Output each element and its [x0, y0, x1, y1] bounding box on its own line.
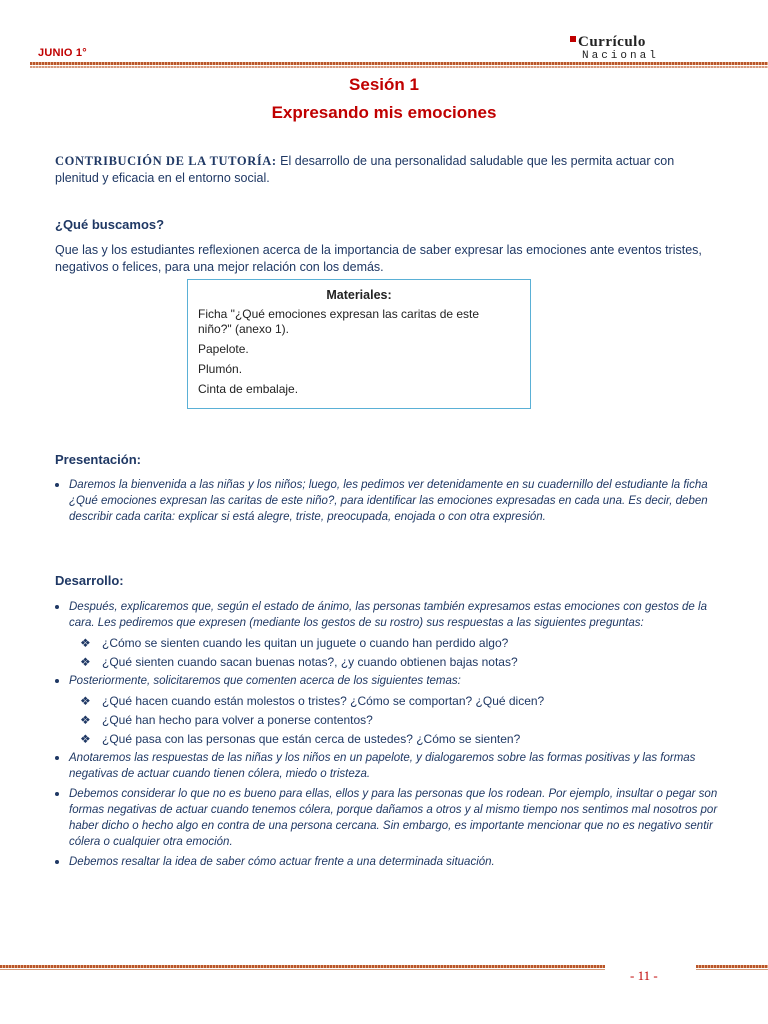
sub-list-text: ¿Qué han hecho para volver a ponerse contentos? [102, 713, 373, 727]
list-item: Debemos considerar lo que no es bueno para ellas, ellos y para las personas que los rodean. Por ejemplo, insultar o pegar son formas negativas de actuar cuando tenemos cólera, porque dañamos a otros y al mismo tiempo nos sentimos mal nosotros por haber dicho o hecho algo en contra de una persona cercana. Sin embargo, es importante mencionar que no es negativo sentir cólera o cualquier otra emoción. [52, 786, 720, 850]
curriculo-nacional-logo [570, 34, 680, 64]
footer-divider-right-secondary [696, 969, 768, 970]
footer-divider-left [0, 965, 605, 968]
sub-list-item [52, 654, 720, 670]
session-title: Expresando mis emociones [271, 103, 497, 122]
development-heading: Desarrollo: [55, 573, 124, 588]
sub-list-item [52, 712, 720, 728]
seek-heading: ¿Qué buscamos? [55, 217, 165, 232]
materials-item: Cinta de embalaje. [198, 382, 299, 396]
materials-item: Plumón. [198, 362, 243, 376]
sub-list-text: ¿Qué pasa con las personas que están cerca de ustedes? ¿Cómo se sienten? [102, 732, 521, 746]
materials-item: Ficha "¿Qué emociones expresan las caritas de este niño?" (anexo 1). [198, 307, 480, 336]
diamond-bullet-icon: ❖ [80, 713, 91, 727]
contribution-label: CONTRIBUCIÓN DE LA TUTORÍA: [55, 154, 277, 168]
page-number: - 11 - [630, 968, 658, 983]
presentation-list [52, 477, 720, 529]
header-divider [30, 62, 768, 65]
logo-sub-text: Nacional [582, 50, 659, 62]
header-section-label: JUNIO 1° [38, 47, 87, 59]
sub-list-text: ¿Qué sienten cuando sacan buenas notas?, ¿y cuando obtienen bajas notas? [102, 655, 518, 669]
diamond-bullet-icon: ❖ [80, 732, 91, 746]
session-number: Sesión 1 [349, 75, 419, 94]
diamond-bullet-icon: ❖ [80, 636, 91, 650]
seek-text: Que las y los estudiantes reflexionen acerca de la importancia de saber expresar las emociones ante eventos tristes, negativos o felices, para una mejor relación con los demás. [55, 243, 702, 274]
materials-title: Materiales: [326, 288, 392, 302]
sub-list-item [52, 731, 720, 747]
footer-divider-right [696, 965, 768, 968]
presentation-heading: Presentación: [55, 452, 141, 467]
logo-mark-icon [570, 36, 576, 42]
development-list [52, 599, 720, 874]
footer-divider-left-secondary [0, 969, 605, 970]
materials-item: Papelote. [198, 342, 249, 356]
list-item: Después, explicaremos que, según el estado de ánimo, las personas también expresamos estas emociones con gestos de la cara. Les pediremos que expresen (mediante los gestos de su rostro) sus respuestas a las siguientes preguntas: [52, 599, 720, 631]
logo-main-text: Currículo [578, 34, 646, 50]
sub-list-item [52, 635, 720, 651]
header-divider-secondary [30, 66, 768, 68]
sub-list-text: ¿Cómo se sienten cuando les quitan un juguete o cuando han perdido algo? [102, 636, 509, 650]
list-item: Daremos la bienvenida a las niñas y los niños; luego, les pedimos ver detenidamente en su cuadernillo del estudiante la ficha ¿Qué emociones expresan las caritas de este niño?, para identificar las emociones expresadas en cada una. Es decir, deben describir cada carita: explicar si está alegre, triste, preocupada, enojada o con otra expresión. [52, 477, 720, 525]
diamond-bullet-icon: ❖ [80, 655, 91, 669]
materials-box [187, 279, 531, 409]
sub-list-text: ¿Qué hacen cuando están molestos o tristes? ¿Cómo se comportan? ¿Qué dicen? [102, 694, 545, 708]
contribution-text: El desarrollo de una personalidad saludable que les permita actuar con plenitud y eficacia en el entorno social. [55, 154, 675, 185]
contribution-paragraph [55, 153, 715, 187]
list-item: Posteriormente, solicitaremos que comenten acerca de los siguientes temas: [52, 673, 720, 689]
sub-list-item [52, 693, 720, 709]
list-item: Anotaremos las respuestas de las niñas y los niños en un papelote, y dialogaremos sobre las formas positivas y las formas negativas de actuar cuando tienen cólera, miedo o tristeza. [52, 750, 720, 782]
diamond-bullet-icon: ❖ [80, 694, 91, 708]
list-item: Debemos resaltar la idea de saber cómo actuar frente a una determinada situación. [52, 854, 720, 870]
